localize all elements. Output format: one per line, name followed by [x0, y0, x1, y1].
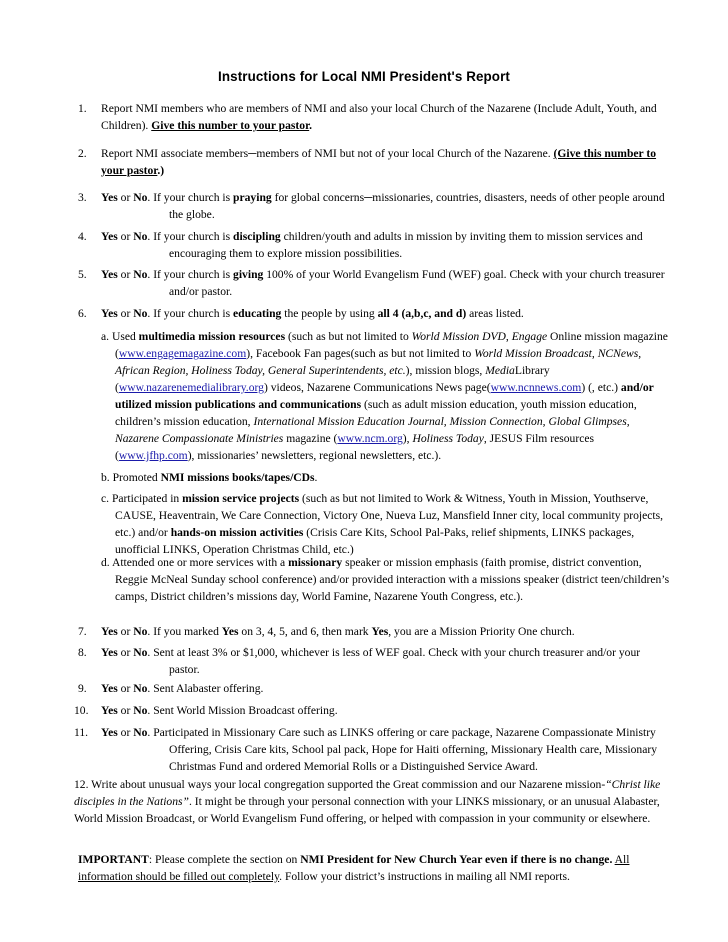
item-text	[101, 266, 673, 300]
text: or	[117, 191, 134, 204]
yes-option: Yes	[101, 625, 118, 638]
no-option: No	[133, 230, 148, 243]
item-text	[101, 305, 673, 322]
yes-option: Yes	[101, 726, 118, 739]
yes-option: Yes	[101, 646, 118, 659]
text: ) videos, Nazarene Communications News page(	[263, 381, 491, 394]
item-number: 5.	[78, 268, 87, 281]
yes-option: Yes	[101, 682, 118, 695]
item-text	[101, 100, 673, 134]
text: on 3, 4, 5, and 6, then mark	[238, 625, 372, 638]
yes-option: Yes	[101, 268, 118, 281]
text: (such as but not limited to	[285, 330, 412, 343]
item-number: 4.	[78, 230, 87, 243]
item-number: 8.	[78, 646, 87, 659]
text: c. Participated in	[101, 492, 183, 505]
keyword: Yes	[221, 625, 239, 638]
text: ) (, etc.)	[581, 381, 621, 394]
text: .	[309, 119, 313, 132]
text: b. Promoted	[101, 471, 161, 484]
keyword: mission service projects	[182, 492, 300, 505]
title-ref: Media	[485, 364, 515, 377]
jfhp-link[interactable]: www.jfhp.com	[118, 449, 188, 462]
text: areas listed.	[466, 307, 524, 320]
text: (such as but not limited to Work & Witness, Youth in Mission, Youthserve, CAUSE, Heaventrain, We Care Connection, Victory One, Nueva Luz, Mansfield Inner city, local community projects, etc.) and/or	[115, 492, 664, 539]
keyword: Yes	[371, 625, 389, 638]
text: . If you marked	[147, 625, 222, 638]
yes-option: Yes	[101, 230, 118, 243]
no-option: No	[133, 646, 148, 659]
title-ref: World Mission DVD	[411, 330, 506, 343]
text: . Sent at least 3% or $1,000, whichever is less of WEF goal. Check with your church treasurer and/or your pastor.	[147, 646, 641, 676]
emphasis: (Give this number to your pastor	[101, 147, 657, 177]
text: children/youth and adults in mission by inviting them to mission services and encouraging them to explore mission possibilities.	[169, 230, 643, 260]
text: . Participated in Missionary Care such as LINKS offering or care package, Nazarene Compassionate Ministry Offering, Crisis Care kits, School pal pack, Hope for Haiti offerning, Missionary Health care, Missionary Christmas Fund and ordered Memorial Rolls or a Distinguished Service Award.	[147, 726, 658, 773]
text: or	[117, 625, 134, 638]
text: magazine (	[283, 432, 338, 445]
no-option: No	[133, 268, 148, 281]
text: Online mission magazine (	[115, 330, 668, 360]
text: (Crisis Care Kits, School Pal-Paks, relief shipments, LINKS packages, unofficial LINKS, Operation Christmas Child, etc.)	[115, 526, 635, 556]
item-text	[101, 644, 673, 678]
text: 100% of your World Evangelism Fund (WEF) goal. Check with your church treasurer and/or pastor.	[169, 268, 665, 298]
item-number: 6.	[78, 307, 87, 320]
text: or	[117, 230, 134, 243]
item-number: 7.	[78, 625, 87, 638]
engage-link[interactable]: www.engagemagazine.com	[118, 347, 247, 360]
no-option: No	[133, 704, 148, 717]
text: : Please complete the section on	[148, 853, 301, 866]
text: , JESUS Film resources (	[115, 432, 594, 462]
item-text	[101, 623, 673, 640]
text: . If your church is	[147, 230, 234, 243]
text: Library (	[115, 364, 550, 394]
keyword: NMI President for New Church Year even if there is no change.	[300, 853, 613, 866]
ncm-link[interactable]: www.ncm.org	[337, 432, 403, 445]
item-number: 2.	[78, 147, 87, 160]
text: . Sent Alabaster offering.	[147, 682, 264, 695]
text: for global concerns─missionaries, countries, disasters, needs of other people around the globe.	[169, 191, 665, 221]
no-option: No	[133, 307, 148, 320]
text: the people by using	[281, 307, 378, 320]
item-number: 11.	[74, 726, 89, 739]
text: or	[117, 307, 134, 320]
item-number: 9.	[78, 682, 87, 695]
text: ), missionaries’ newsletters, regional newsletters, etc.).	[187, 449, 442, 462]
item-text	[101, 228, 673, 262]
subitem-text	[101, 328, 673, 464]
title-ref: Engage	[511, 330, 548, 343]
text: ,	[505, 330, 512, 343]
text: 12. Write about unusual ways your local congregation supported the Great commission and our Nazarene mission-	[74, 778, 606, 791]
quote: “Christ like disciples in the Nations”	[74, 778, 661, 808]
item-text	[101, 189, 673, 223]
text: Report NMI members who are members of NMI and also your local Church of the Nazarene (Include Adult, Youth, and Children).	[101, 102, 657, 132]
text: speaker or mission emphasis (faith promise, district convention, Reggie McNeal Sunday school conference) and/or provided interaction with a missions speaker (district teen/children’s camps, District children’s missions day, World Famine, Nazarene Youth Congress, etc.).	[115, 556, 670, 603]
text: . Follow your district’s instructions in mailing all NMI reports.	[279, 870, 570, 883]
keyword: educating	[233, 307, 282, 320]
text: . It might be through your personal connection with your LINKS missionary, or an unusual Alabaster, World Mission Broadcast, or World Evangelism Fund offering, or helped with compassion in your community or elsewhere.	[74, 795, 660, 825]
text: a. Used	[101, 330, 139, 343]
text: ), mission blogs,	[405, 364, 486, 377]
item-text	[101, 724, 673, 775]
text: . If your church is	[147, 268, 234, 281]
text: ), Facebook Fan pages(such as but not limited to	[246, 347, 475, 360]
title-ref: World Mission Broadcast, NCNews, African Region, Holiness Today, General Superintendents, etc.	[115, 347, 642, 377]
text: , you are a Mission Priority One church.	[388, 625, 575, 638]
text: ),	[402, 432, 413, 445]
text: . If your church is	[147, 191, 234, 204]
item-12	[74, 776, 674, 827]
keyword: NMI missions books/tapes/CDs	[160, 471, 315, 484]
important-note	[78, 851, 674, 896]
item-text	[101, 145, 673, 179]
yes-option: Yes	[101, 191, 118, 204]
emphasis: Give this number to your pastor	[151, 119, 310, 132]
text: d. Attended one or more services with a	[101, 556, 289, 569]
text: or	[117, 646, 134, 659]
text: or	[117, 268, 134, 281]
yes-option: Yes	[101, 704, 118, 717]
page-title: Instructions for Local NMI President's Report	[218, 69, 510, 84]
text: or	[117, 682, 134, 695]
subitem-text	[101, 554, 673, 605]
text: .)	[157, 164, 165, 177]
keyword: discipling	[233, 230, 281, 243]
yes-option: Yes	[101, 307, 118, 320]
no-option: No	[133, 191, 148, 204]
keyword: praying	[233, 191, 272, 204]
text: . Sent World Mission Broadcast offering.	[147, 704, 338, 717]
text: .	[314, 471, 318, 484]
keyword: all 4 (a,b,c, and d)	[377, 307, 467, 320]
text: (such as adult mission education, youth mission education, children’s mission education,	[115, 398, 637, 428]
no-option: No	[133, 625, 148, 638]
keyword: and/or utilized mission publications and communications	[115, 381, 654, 411]
item-number: 10.	[74, 704, 89, 717]
item-text	[101, 680, 673, 697]
keyword: missionary	[288, 556, 343, 569]
item-text	[101, 702, 673, 719]
title-ref: Holiness Today	[412, 432, 484, 445]
item-number: 3.	[78, 191, 87, 204]
no-option: No	[133, 682, 148, 695]
important-label: IMPORTANT	[78, 853, 149, 866]
subitem-text	[101, 490, 673, 558]
underlined-text: All information should be filled out completely	[78, 853, 630, 883]
text: Report NMI associate members─members of NMI but not of your local Church of the Nazarene.	[101, 147, 554, 160]
no-option: No	[133, 726, 148, 739]
text: or	[117, 726, 134, 739]
text: . If your church is	[147, 307, 234, 320]
keyword: hands-on mission activities	[170, 526, 304, 539]
keyword: multimedia mission resources	[138, 330, 286, 343]
subitem-text	[101, 469, 673, 486]
text: or	[117, 704, 134, 717]
title-ref: International Mission Education Journal, Mission Connection, Global Glimpses, Nazarene Compassionate Ministries	[115, 415, 630, 445]
item-number: 1.	[78, 102, 87, 115]
keyword: giving	[233, 268, 264, 281]
ncnnews-link[interactable]: www.ncnnews.com	[490, 381, 582, 394]
medialibrary-link[interactable]: www.nazarenemedialibrary.org	[118, 381, 264, 394]
